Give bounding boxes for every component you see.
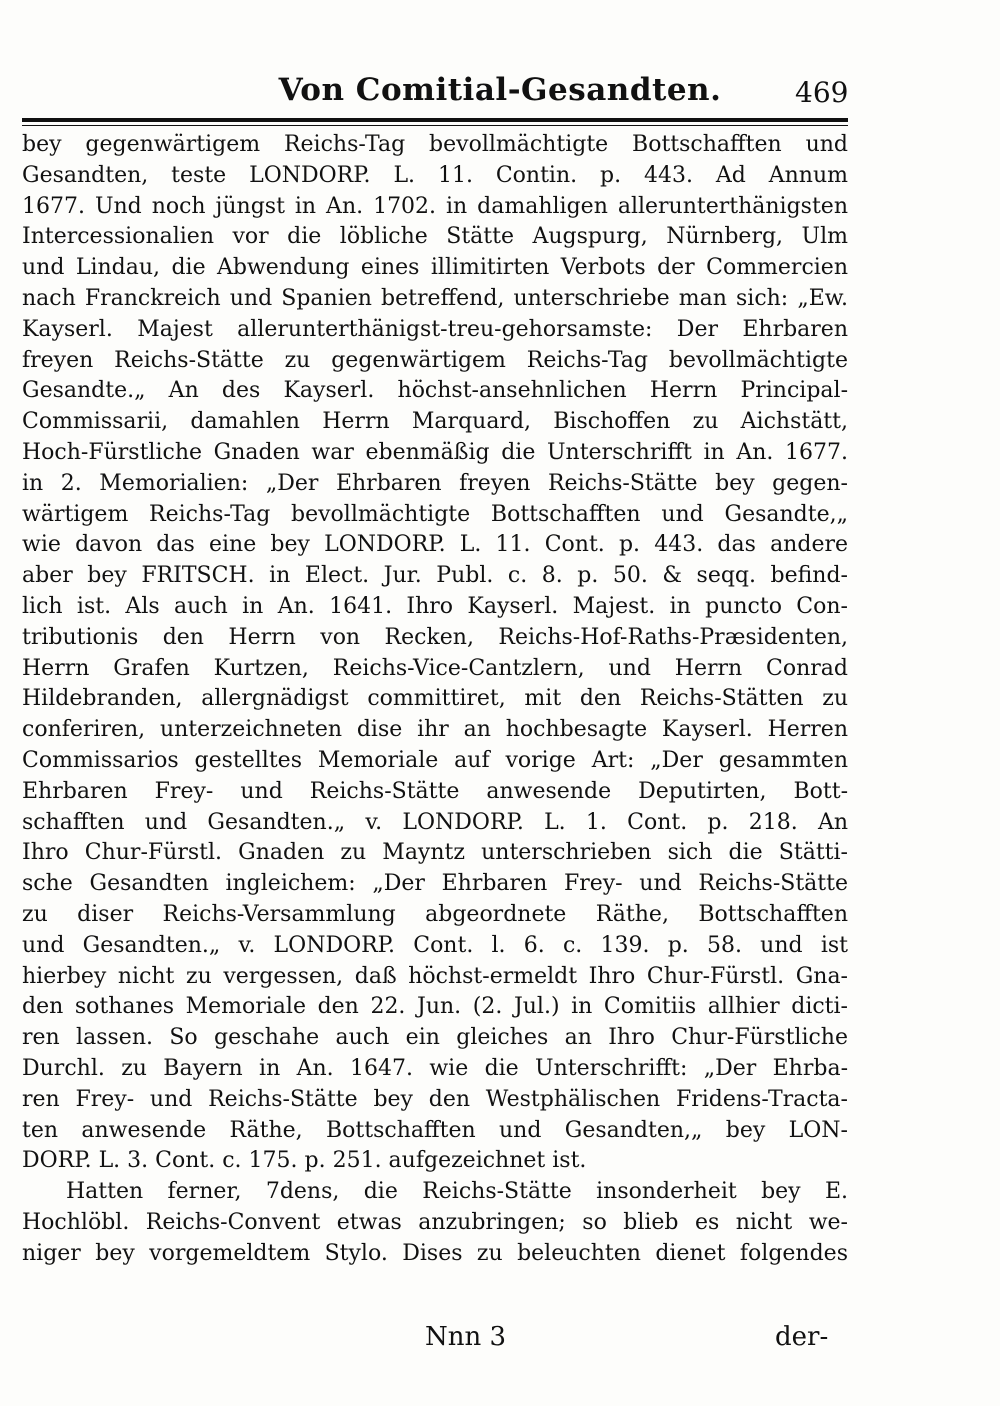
text-line: ten anwesende Räthe, Bottschafften und Gesandten,„ bey LON- — [22, 1117, 848, 1143]
text-line: Herrn Grafen Kurtzen, Reichs-Vice-Cantzlern, und Herrn Conrad — [22, 655, 848, 681]
signature-mark: Nnn 3 — [425, 1322, 507, 1352]
text-line: freyen Reichs-Stätte zu gegenwärtigem Reichs-Tag bevollmächtigte — [22, 347, 848, 373]
text-line: und Gesandten.„ v. LONDORP. Cont. l. 6. c. 139. p. 58. und ist — [22, 932, 848, 958]
text-line: aber bey FRITSCH. in Elect. Jur. Publ. c. 8. p. 50. & seqq. befind- — [22, 563, 848, 589]
text-line: Hatten ferner, 7dens, die Reichs-Stätte insonderheit bey E. — [66, 1179, 848, 1205]
text-line: Commissarios gestelltes Memoriale auf vorige Art: „Der gesammten — [22, 747, 848, 773]
text-line: und Lindau, die Abwendung eines illimitirten Verbots der Commercien — [22, 255, 848, 281]
text-line: Hoch-Fürstliche Gnaden war ebenmäßig die Unterschrifft in An. 1677. — [22, 439, 848, 465]
text-line: Commissarii, damahlen Herrn Marquard, Bischoffen zu Aichstätt, — [22, 409, 848, 435]
header-rule-thin — [22, 125, 848, 126]
text-line: Hildebranden, allergnädigst committiret, mit den Reichs-Stätten zu — [22, 686, 848, 712]
text-line: ren Frey- und Reichs-Stätte bey den Westphälischen Fridens-Tracta- — [22, 1086, 848, 1112]
text-line: Kayserl. Majest allerunterthänigst-treu-gehorsamste: Der Ehrbaren — [22, 316, 848, 342]
text-line: Ehrbaren Frey- und Reichs-Stätte anwesende Deputirten, Bott- — [22, 778, 848, 804]
text-line: Durchl. zu Bayern in An. 1647. wie die Unterschrifft: „Der Ehrba- — [22, 1055, 848, 1081]
text-line: Gesandten, teste LONDORP. L. 11. Contin. p. 443. Ad Annum — [22, 162, 848, 188]
text-line: den sothanes Memoriale den 22. Jun. (2. Jul.) in Comitiis allhier dicti- — [22, 994, 848, 1020]
text-line: DORP. L. 3. Cont. c. 175. p. 251. aufgezeichnet ist. — [22, 1148, 587, 1174]
page-number: 469 — [795, 76, 849, 109]
text-line: hierbey nicht zu vergessen, daß höchst-ermeldt Ihro Chur-Fürstl. Gna- — [22, 963, 848, 989]
text-line: ren lassen. So geschahe auch ein gleiches an Ihro Chur-Fürstliche — [22, 1025, 848, 1051]
text-line: wärtigem Reichs-Tag bevollmächtigte Bottschafften und Gesandte,„ — [22, 501, 848, 527]
header-rule-thick — [22, 118, 848, 122]
text-line: lich ist. Als auch in An. 1641. Ihro Kayserl. Majest. in puncto Con- — [22, 593, 848, 619]
text-line: tributionis den Herrn von Recken, Reichs-Hof-Raths-Præsidenten, — [22, 624, 848, 650]
body-text — [22, 130, 848, 1269]
text-line: conferiren, unterzeichneten dise ihr an hochbesagte Kayserl. Herren — [22, 717, 848, 743]
text-line: 1677. Und noch jüngst in An. 1702. in damahligen allerunterthänigsten — [22, 193, 848, 219]
text-line: bey gegenwärtigem Reichs-Tag bevollmächtigte Bottschafften und — [22, 132, 848, 157]
text-line: wie davon das eine bey LONDORP. L. 11. Cont. p. 443. das andere — [22, 532, 848, 558]
text-line: zu diser Reichs-Versammlung abgeordnete Räthe, Bottschafften — [22, 901, 848, 927]
text-line: niger bey vorgemeldtem Stylo. Dises zu beleuchten dienet folgendes — [22, 1240, 848, 1266]
text-line: nach Franckreich und Spanien betreffend, unterschriebe man sich: „Ew. — [22, 285, 848, 311]
text-line: Ihro Chur-Fürstl. Gnaden zu Mayntz unterschrieben sich die Stätti- — [22, 840, 848, 866]
catchword: der- — [775, 1322, 829, 1352]
text-line: schafften und Gesandten.„ v. LONDORP. L. 1. Cont. p. 218. An — [22, 809, 848, 835]
text-line: Intercessionalien vor die löbliche Stätte Augspurg, Nürnberg, Ulm — [22, 224, 848, 250]
text-line: sche Gesandten ingleichem: „Der Ehrbaren Frey- und Reichs-Stätte — [22, 871, 848, 897]
running-title: Von Comitial-Gesandten. — [278, 72, 722, 108]
text-line: in 2. Memorialien: „Der Ehrbaren freyen Reichs-Stätte bey gegen- — [22, 470, 848, 496]
text-line: Hochlöbl. Reichs-Convent etwas anzubringen; so blieb es nicht we- — [22, 1209, 848, 1235]
text-line: Gesandte.„ An des Kayserl. höchst-ansehnlichen Herrn Principal- — [22, 378, 848, 404]
